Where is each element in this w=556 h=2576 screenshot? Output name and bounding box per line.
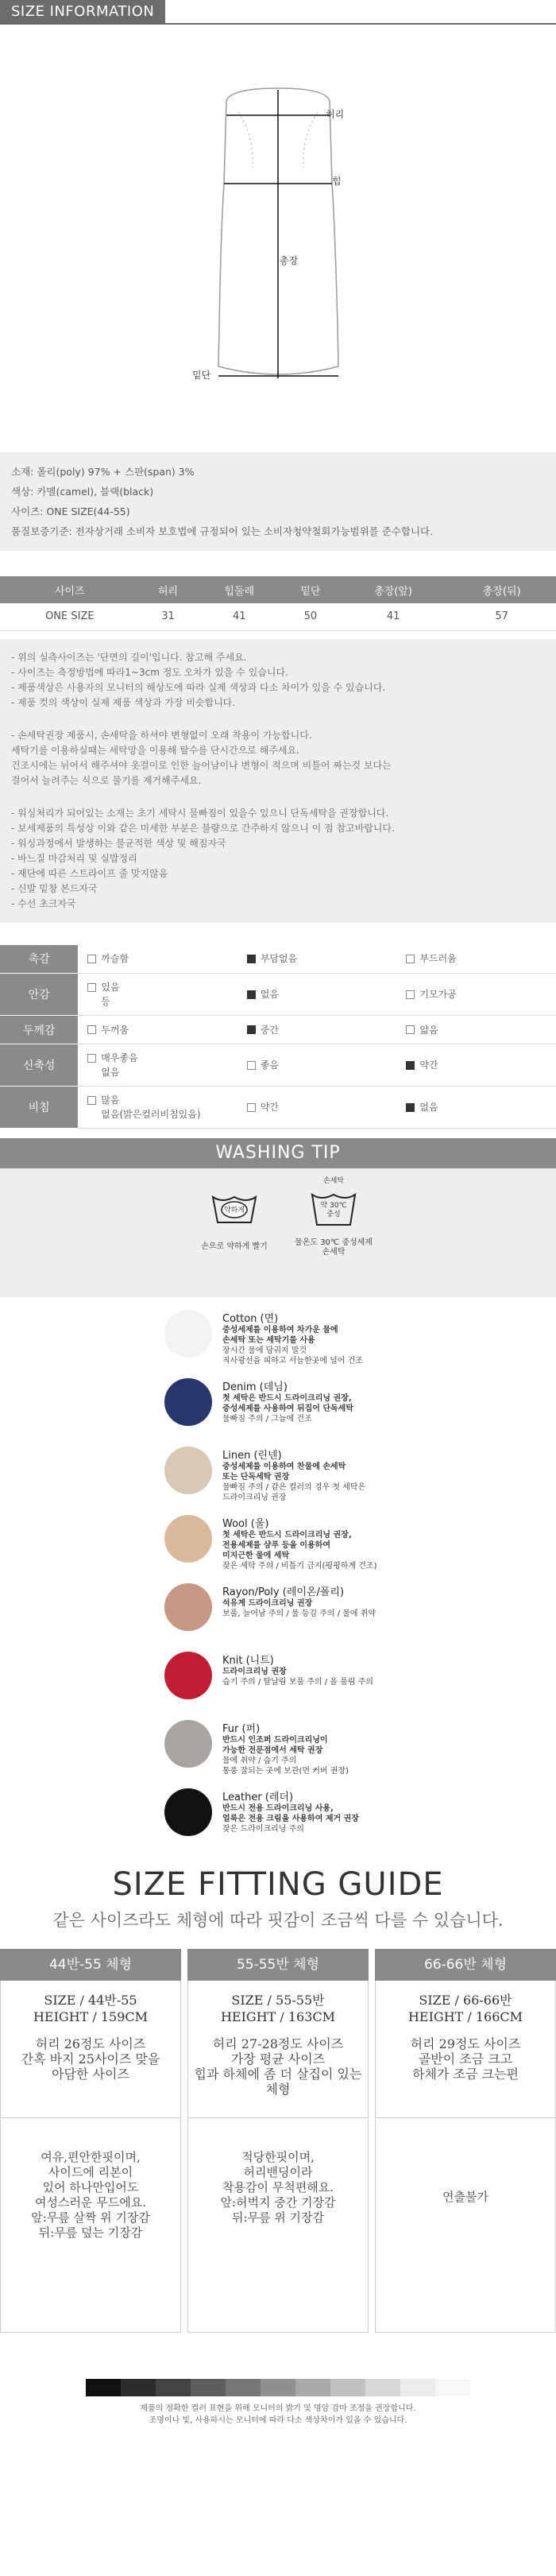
- fitting-column-body: [375, 1981, 556, 2333]
- fabric-item: [0, 1440, 556, 1509]
- fabric-care-line: 석유계 드라이크리닝 권장: [222, 1599, 313, 1608]
- fitting-size-line: SIZE / 55-55반: [231, 1993, 325, 2008]
- fabric-care-line: 보풀, 늘어남 주의 / 물 등김 주의 / 물에 취약: [222, 1610, 376, 1618]
- checkbox: [87, 1096, 96, 1105]
- fabric-item: [0, 1372, 556, 1440]
- fitting-size: [1, 1981, 180, 2025]
- gradient-swatch: [435, 2379, 470, 2396]
- attribute-label: 안감: [0, 974, 78, 1016]
- fitting-note: [376, 2117, 555, 2332]
- fitting-description-line: 간혹 바지 25사이즈 맞을: [21, 2051, 160, 2067]
- fabric-swatch: [164, 1515, 212, 1563]
- attribute-row: [0, 1087, 556, 1129]
- fitting-description-line: 힙과 하체에 좀 더 살집이 있는: [194, 2067, 362, 2082]
- fabric-item: [0, 1714, 556, 1782]
- fitting-description-line: 아담한 사이즈: [52, 2067, 129, 2082]
- fitting-note-line: 있어 하나만입어도: [42, 2180, 139, 2194]
- attribute-option-label: 많음: [101, 1094, 120, 1106]
- fabric-care-line: 미지근한 물에 세탁: [222, 1551, 290, 1560]
- hem-label: 밑단: [192, 370, 211, 381]
- attribute-label: 신축성: [0, 1044, 78, 1087]
- fabric-swatch: [164, 1652, 212, 1699]
- attribute-row: [0, 974, 556, 1016]
- fabric-care-line: 얼룩은 전용 크림을 사용하여 제거 권장: [222, 1815, 359, 1823]
- attribute-option-cell: [237, 1087, 397, 1129]
- attribute-option: [87, 1065, 228, 1079]
- attribute-option: [247, 987, 388, 1001]
- note-line: - 워싱과정에서 발생하는 불균적한 색상 및 해짐자국: [11, 837, 226, 849]
- size-table-cell: 31: [140, 603, 197, 630]
- fabric-text: [222, 1583, 461, 1619]
- attribute-option-label: 매우좋음: [101, 1052, 138, 1063]
- fitting-size-line: SIZE / 66-66반: [419, 1993, 512, 2008]
- fabric-swatch: [164, 1788, 212, 1836]
- note-line: - 제품 컷의 색상이 실제 제품 색상과 가장 비슷합니다.: [11, 696, 236, 708]
- fitting-size: [188, 1981, 368, 2025]
- fitting-description-line: 가장 평균 사이즈: [230, 2051, 326, 2067]
- fabric-text: [222, 1652, 461, 1687]
- checkbox: [247, 1103, 256, 1112]
- attribute-option-label: 없음(밝은컬러비침있음): [101, 1109, 201, 1120]
- attribute-option: [247, 951, 388, 966]
- checkbox: [87, 1025, 96, 1034]
- note-line: - 수선 초크자국: [11, 897, 76, 909]
- fabric-name: Wool (울): [222, 1518, 269, 1530]
- fabric-text: [222, 1378, 461, 1424]
- attribute-option-label: 없음: [260, 989, 280, 1000]
- fabric-text: [222, 1788, 461, 1834]
- note-line: - 제품색상은 사용자의 모니터의 해상도에 따라 실제 색상과 다소 차이가 있을 수 있습니다.: [11, 681, 386, 693]
- fabric-item: [0, 1645, 556, 1714]
- size-table-header: 밑단: [282, 576, 339, 603]
- attribute-option-label: 중간: [260, 1024, 280, 1036]
- attribute-option-cell: [237, 974, 397, 1016]
- gradient-swatch: [226, 2379, 261, 2396]
- size-table-cell: 41: [196, 603, 282, 630]
- fitting-description-line: 허리 29정도 사이즈: [410, 2036, 521, 2051]
- checkbox: [247, 990, 256, 999]
- gradient-swatch: [400, 2379, 435, 2396]
- fitting-column: [0, 1949, 181, 2333]
- fabric-item: [0, 1782, 556, 1850]
- attribute-option: [87, 1107, 228, 1121]
- checkbox: [87, 1054, 96, 1063]
- fitting-note-line: 뒤:무릎 위 기장감: [231, 2210, 325, 2225]
- attribute-option-cell: [396, 1044, 556, 1087]
- note-line: - 재단에 따른 스트라이프 줄 맞지않음: [11, 867, 168, 879]
- icon2-top-text: 손세탁: [322, 1177, 345, 1185]
- fabric-text: [222, 1720, 461, 1776]
- fabric-care-line: 습기 주의 / 탈날림 보풀 주의 / 올 풀림 주의: [222, 1678, 373, 1687]
- fitting-description-line: 체형: [265, 2082, 291, 2097]
- washing-icons: [0, 1168, 556, 1297]
- fabric-care-line: 잦은 세탁 주의 / 비틀기 금지(평평하게 건조): [222, 1562, 377, 1571]
- fabric-item: [0, 1303, 556, 1372]
- fitting-height-line: HEIGHT / 163CM: [220, 2009, 336, 2024]
- size-table-header: 사이즈: [0, 576, 140, 603]
- washing-tip-title: WASHING TIP: [0, 1138, 556, 1168]
- attribute-option-cell: [78, 945, 237, 974]
- fabric-swatch: [164, 1447, 212, 1494]
- fitting-height-line: HEIGHT / 159CM: [33, 2009, 149, 2024]
- fabric-swatch: [164, 1583, 212, 1631]
- icon1-inner-text: 약하게: [223, 1207, 245, 1214]
- fabric-text: [222, 1447, 461, 1503]
- size-table-cell: 41: [339, 603, 448, 630]
- fitting-description-line: 하체가 조금 크는편: [412, 2067, 519, 2082]
- attribute-option: [247, 1023, 388, 1037]
- fitting-note-line: 앞:무릎 살짝 위 기장감: [31, 2210, 150, 2225]
- size-table-header: 총장(앞): [339, 576, 448, 603]
- fitting-guide-subtitle: 같은 사이즈라도 체형에 따라 핏감이 조금씩 다를 수 있습니다.: [52, 1911, 504, 1930]
- size-table: [0, 576, 556, 631]
- checkbox: [247, 955, 256, 963]
- gradient-swatch: [330, 2379, 365, 2396]
- attribute-option: [247, 1058, 388, 1072]
- fitting-note-line: 뒤:무릎 덮는 기장감: [38, 2225, 143, 2240]
- size-table-header: 허리: [140, 576, 197, 603]
- note-line: 걸어서 늘려주는 식으로 물기를 제거해주세요.: [11, 774, 202, 786]
- fitting-height-line: HEIGHT / 166CM: [407, 2009, 523, 2024]
- attribute-option: [406, 951, 546, 966]
- gradient-swatch: [191, 2379, 226, 2396]
- footer-line: 제품의 정확한 컬러 표현을 위해 모니터의 밝기 및 명암 감마 조정을 권장합니다.: [140, 2404, 416, 2413]
- color-text: 색상: 카멜(camel), 블랙(black): [11, 486, 154, 498]
- attribute-option: [87, 980, 228, 994]
- warranty-text: 품질보증기준: 전자상거래 소비자 보호법에 규정되어 있는 소비자청약철회가능범위를 준수합니다.: [11, 525, 434, 537]
- attribute-option-cell: [237, 1016, 397, 1044]
- footer-line: 조명이나 빛, 사용하시는 모니터에 따라 다소 색상차이가 있을 수 있습니다.: [149, 2416, 407, 2425]
- fitting-note-line: 적당한핏이며,: [241, 2150, 315, 2164]
- fabric-item: [0, 1577, 556, 1645]
- note-line: - 워싱처리가 되어있는 소재는 초기 세탁시 물빠짐이 있을수 있으니 단독세탁을 권장합니다.: [11, 807, 389, 819]
- fitting-note-line: 연출불가: [442, 2190, 488, 2204]
- note-gap: [11, 788, 545, 806]
- fabric-item: [0, 1509, 556, 1577]
- fabric-care-line: 또는 단독세탁 권장: [222, 1473, 290, 1482]
- fitting-description: [376, 2025, 555, 2117]
- attribute-option-label: 기모가공: [419, 989, 457, 1000]
- fabric-care-line: 전용세제를 샴푸 등을 이용하여: [222, 1541, 331, 1550]
- fabric-care-line: 중성세제를 사용하여 뒤집어 단독세탁: [222, 1404, 354, 1413]
- size-info-header: [0, 0, 556, 25]
- attribute-option-label: 부드러움: [419, 953, 457, 965]
- attribute-option-cell: [78, 974, 237, 1016]
- fabric-attributes-table: [0, 945, 556, 1129]
- attribute-label: 비침: [0, 1087, 78, 1129]
- hand-wash-30-icon: [294, 1175, 373, 1257]
- attribute-option-label: 부담없음: [260, 953, 298, 965]
- fitting-column-body: [187, 1981, 369, 2333]
- fitting-description: [188, 2025, 368, 2117]
- attribute-option-cell: [78, 1044, 237, 1087]
- size-info-title: SIZE INFORMATION: [0, 0, 165, 23]
- attribute-option-label: 있음: [101, 982, 120, 993]
- fabric-name: Cotton (면): [222, 1313, 279, 1325]
- fitting-column-head: 55-55반 체형: [187, 1949, 369, 1981]
- attribute-option: [87, 1051, 228, 1065]
- attribute-row: [0, 945, 556, 974]
- fabric-care-line: 드라이크리닝 권장: [222, 1493, 287, 1502]
- note-line: - 손세탁권장 제품시, 손세탁을 하셔야 변형없이 오래 착용이 가능합니다.: [11, 729, 312, 741]
- fitting-note-line: 여성스러운 무드에요.: [35, 2195, 146, 2210]
- product-info: [0, 452, 556, 551]
- fabric-care-line: 통풍 잘되는 곳에 보관(먼 커버 권장): [222, 1767, 349, 1776]
- hand-wash-gentle-icon: [199, 1186, 270, 1251]
- gradient-swatch: [156, 2379, 191, 2396]
- attribute-label: 두께감: [0, 1016, 78, 1044]
- gradient-swatch: [295, 2379, 330, 2396]
- gradient-swatch: [86, 2379, 121, 2396]
- fabric-care-line: 물빠짐 주의 / 같은 컬러의 경우 첫 세탁은: [222, 1483, 366, 1492]
- fitting-note-line: 착용감이 무척편해요.: [222, 2180, 334, 2194]
- attribute-option: [406, 987, 546, 1001]
- attribute-option-label: 등: [101, 996, 110, 1007]
- fitting-columns: [0, 1949, 556, 2333]
- fitting-note-line: [379, 2150, 552, 2190]
- checkbox: [247, 1061, 256, 1070]
- fabric-care-line: 물빠짐 주의 / 그늘에 건조: [222, 1415, 312, 1424]
- fitting-column: [375, 1949, 556, 2333]
- note-gap: [11, 711, 545, 728]
- gradient-swatch: [121, 2379, 156, 2396]
- fabric-name: Leather (레더): [222, 1792, 294, 1803]
- attribute-option-label: 좋음: [260, 1059, 280, 1071]
- fabric-name: Knit (니트): [222, 1655, 274, 1667]
- fabric-name: Fur (퍼): [222, 1723, 261, 1735]
- fabric-care-line: 첫 세탁은 반드시 드라이크리닝 권장,: [222, 1531, 352, 1540]
- attribute-option-label: 까슬함: [101, 953, 129, 965]
- note-line: - 위의 실측사이즈는 '단면의 길이'입니다. 참고해 주세요.: [11, 651, 247, 663]
- attribute-option-cell: [396, 1087, 556, 1129]
- size-table-header: 총장(뒤): [447, 576, 556, 603]
- attribute-option-label: 약간: [260, 1102, 280, 1113]
- attribute-option: [247, 1100, 388, 1114]
- fitting-note-line: 사이드에 리본이: [48, 2165, 133, 2179]
- length-label: 총장: [280, 255, 299, 266]
- fitting-size-line: SIZE / 44반-55: [44, 1993, 137, 2008]
- fabric-name: Rayon/Poly (레이온/폴리): [222, 1586, 345, 1598]
- skirt-diagram: [0, 25, 556, 438]
- icon2-inner-text: 약 30℃ 중성: [320, 1202, 347, 1218]
- note-line: - 사이즈는 측정방법에 따라1~3cm 정도 오차가 있을 수 있습니다.: [11, 666, 288, 678]
- note-line: - 바느질 마감처리 및 실밥정리: [11, 852, 137, 864]
- size-table-cell: 50: [282, 603, 339, 630]
- color-gradient-bar: [86, 2379, 470, 2396]
- material-text: 소재: 폴리(poly) 97% + 스판(span) 3%: [11, 466, 195, 478]
- fabric-care-line: 반드시 인조퍼 드라이크리닝이: [222, 1736, 328, 1745]
- attribute-option: [87, 1023, 228, 1037]
- fabric-care-line: 반드시 전용 드라이크리닝 사용,: [222, 1804, 334, 1813]
- attribute-option-label: 두꺼움: [101, 1024, 129, 1036]
- checkbox: [406, 1103, 415, 1112]
- note-line: 세탁기를 이용하실때는 세탁망을 이용해 탈수를 단시간으로 해주세요.: [11, 744, 299, 756]
- fitting-guide-title: SIZE FITTING GUIDE: [112, 1866, 444, 1903]
- checkbox: [406, 955, 415, 963]
- note-line: - 보세제품의 특성상 이와 같은 미세한 부분은 불량으로 간주하지 않으니 이 점 참고바랍니다.: [11, 822, 395, 834]
- fitting-note-line: 앞:허벅지 중간 기장감: [220, 2195, 336, 2210]
- fabric-name: Denim (데님): [222, 1381, 288, 1393]
- attribute-option: [87, 951, 228, 966]
- attribute-option: [406, 1023, 546, 1037]
- notes-box: [0, 639, 556, 923]
- fitting-column: [187, 1949, 369, 2333]
- attribute-option: [87, 1093, 228, 1107]
- attribute-option-cell: [396, 945, 556, 974]
- fabric-care-line: 잦은 드라이크리닝 주의: [222, 1825, 304, 1834]
- note-line: 건조시에는 뉘어서 해주셔야 옷걸이로 인한 늘어남이나 변형이 적으며 비틀어 짜는것 보다는: [11, 759, 392, 771]
- fitting-column-head: 44반-55 체형: [0, 1949, 181, 1981]
- attribute-label: 촉감: [0, 945, 78, 974]
- attribute-option-label: 없음: [101, 1067, 120, 1078]
- checkbox: [247, 1025, 256, 1034]
- fabric-care-line: 중성세제를 이용하여 찬물에 손세탁: [222, 1462, 346, 1471]
- fabric-care-line: 장시간 물에 담궈지 말것: [222, 1346, 307, 1355]
- checkbox: [87, 955, 96, 963]
- fabric-care-line: 중성세제를 이용하여 차가운 물에: [222, 1326, 338, 1334]
- fabric-text: [222, 1515, 461, 1571]
- attribute-option-cell: [78, 1016, 237, 1044]
- fabric-care-line: 물에 취약 / 습기 주의: [222, 1757, 297, 1765]
- attribute-option: [87, 994, 228, 1009]
- fitting-description-line: 허리 27-28정도 사이즈: [212, 2036, 344, 2051]
- attribute-option: [406, 1058, 546, 1072]
- fitting-note: [188, 2117, 368, 2332]
- fabric-name: Linen (린넨): [222, 1450, 282, 1462]
- attribute-option: [406, 1100, 546, 1114]
- gradient-swatch: [261, 2379, 295, 2396]
- footer-notice: [0, 2403, 556, 2427]
- checkbox: [406, 990, 415, 999]
- fabric-care-line: 드라이크리닝 권장: [222, 1668, 287, 1676]
- fabric-swatch: [164, 1310, 212, 1358]
- size-table-cell: ONE SIZE: [0, 603, 140, 630]
- attribute-option-label: 없음: [419, 1102, 438, 1113]
- icon1-caption: 손으로 약하게 빨기: [201, 1242, 268, 1251]
- checkbox: [406, 1061, 415, 1070]
- size-text: 사이즈: ONE SIZE(44-55): [11, 506, 130, 517]
- fitting-description-line: 골반이 조금 크고: [418, 2051, 513, 2067]
- attribute-row: [0, 1044, 556, 1087]
- note-line: - 신발 밑창 본드자국: [11, 882, 98, 894]
- fabric-swatch: [164, 1378, 212, 1426]
- checkbox: [87, 983, 96, 992]
- size-table-cell: 57: [447, 603, 556, 630]
- fabric-care-line: 직사광선을 피하고 서늘한곳에 널어 건조: [222, 1357, 363, 1365]
- waist-label: 허리: [326, 109, 345, 120]
- attribute-option-label: 약간: [419, 1059, 438, 1071]
- fitting-description: [1, 2025, 180, 2117]
- fabric-care-line: 첫 세탁은 반드시 드라이크리닝 권장,: [222, 1394, 352, 1403]
- skirt-outline: [0, 25, 556, 438]
- fitting-column-head: 66-66반 체형: [375, 1949, 556, 1981]
- fitting-size: [376, 1981, 555, 2025]
- fitting-description-line: 허리 26정도 사이즈: [35, 2036, 146, 2051]
- fitting-note: [1, 2117, 180, 2332]
- fabric-swatch: [164, 1720, 212, 1768]
- attribute-option-cell: [237, 1044, 397, 1087]
- fabric-care-line: 손세탁 또는 세탁기를 사용: [222, 1336, 315, 1345]
- fitting-note-line: 여유,편안한핏이며,: [41, 2150, 141, 2164]
- fitting-note-line: 허리밴딩이라: [243, 2165, 313, 2179]
- hip-label: 힙: [332, 176, 342, 187]
- size-table-header: 힙둘레: [196, 576, 282, 603]
- attribute-option-cell: [396, 1016, 556, 1044]
- attribute-option-cell: [396, 974, 556, 1016]
- fabric-care-list: [0, 1303, 556, 1850]
- gradient-swatch: [365, 2379, 400, 2396]
- fabric-care-line: 가능한 전문점에서 세탁 권장: [222, 1746, 323, 1755]
- attribute-option-label: 얇음: [419, 1024, 438, 1036]
- icon2-caption: 물온도 30℃ 중성세제 손세탁: [295, 1238, 373, 1257]
- checkbox: [406, 1025, 415, 1034]
- fabric-text: [222, 1310, 461, 1366]
- fitting-column-body: [0, 1981, 181, 2333]
- attribute-option-cell: [78, 1087, 237, 1129]
- attribute-row: [0, 1016, 556, 1044]
- attribute-option-cell: [237, 945, 397, 974]
